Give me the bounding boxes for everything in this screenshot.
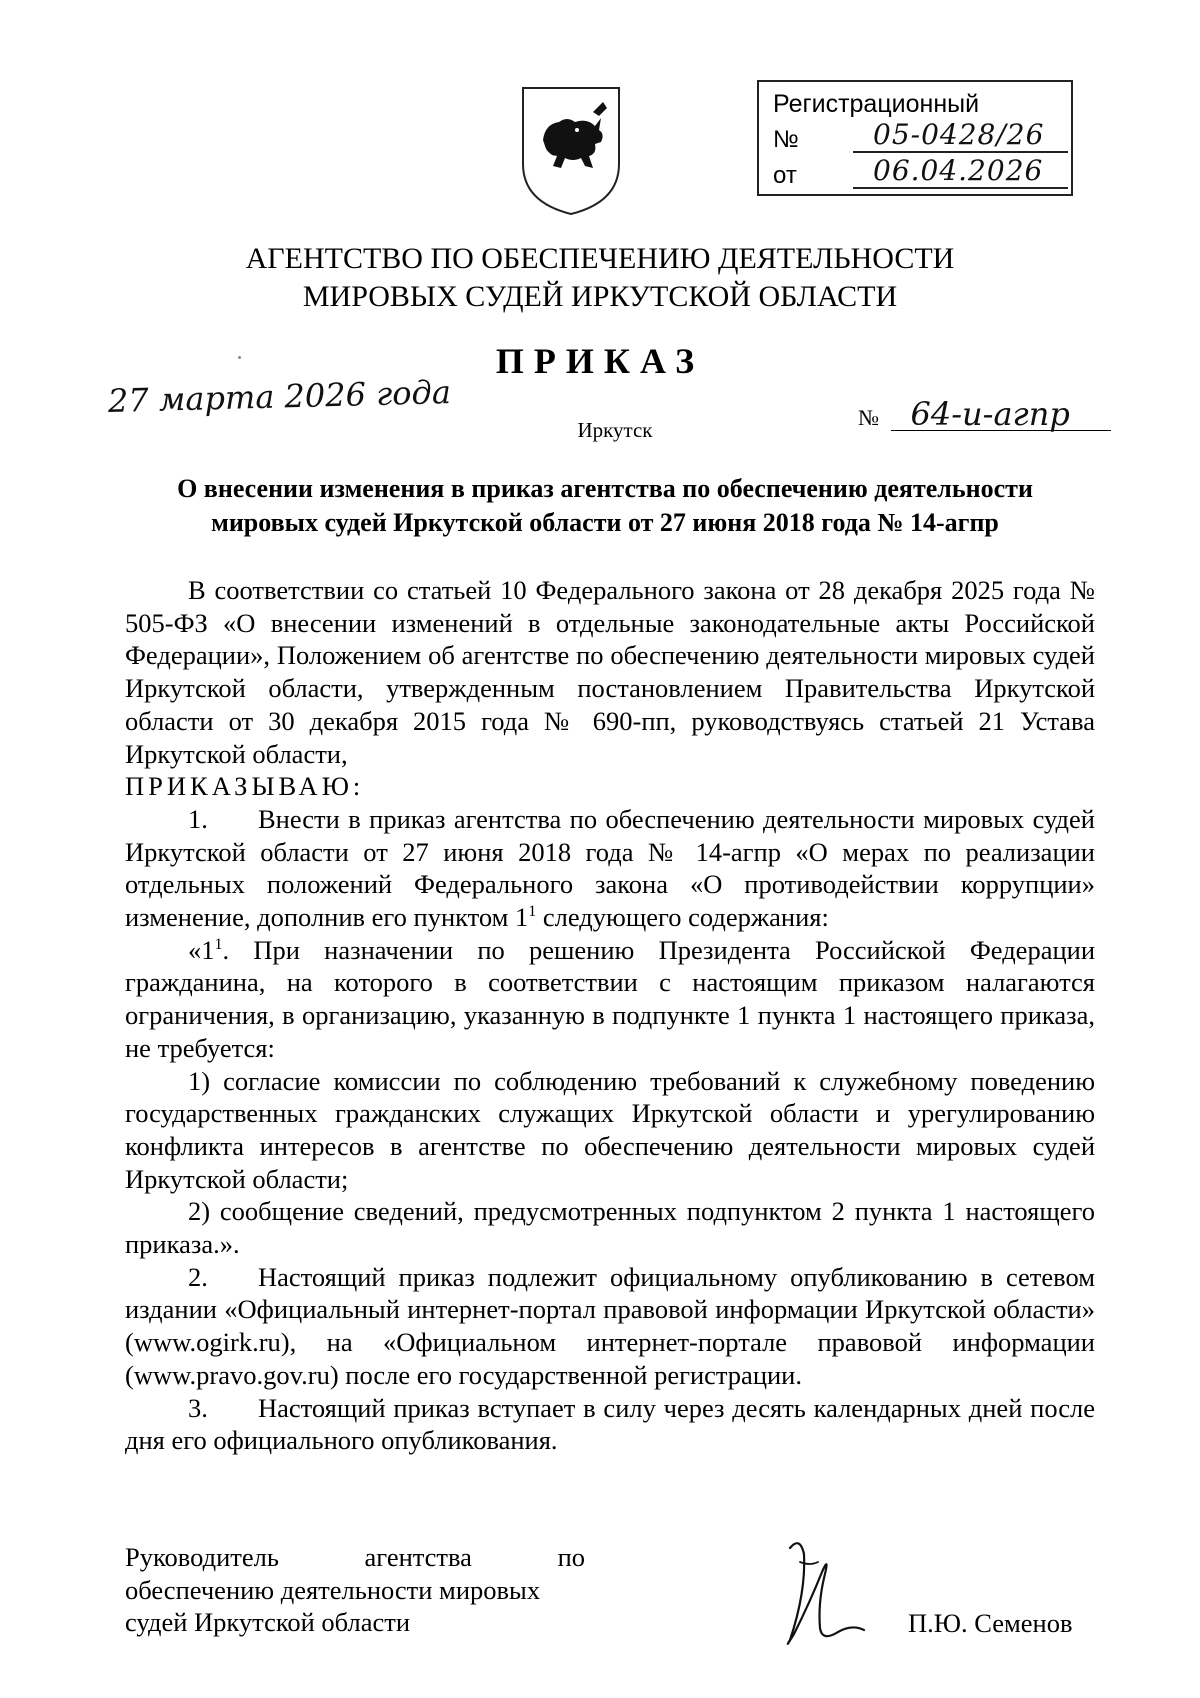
item-1-paragraph: [125, 803, 1095, 934]
order-city: Иркутск: [577, 418, 653, 442]
order-subject-line-1: О внесении изменения в приказ агентства по обеспечению деятельности: [177, 474, 1033, 503]
agency-name: [0, 240, 1200, 316]
subitem-1-paragraph: 1) согласие комиссии по соблюдению требований к служебному поведению государственных гражданских служащих Иркутской области и урегулированию конфликта интересов в агентстве по обеспечению деятельности мировых судей Иркутской области;: [125, 1065, 1095, 1194]
item-3-paragraph: [125, 1392, 1095, 1457]
signatory-position-line-3: судей Иркутской области: [125, 1607, 411, 1638]
order-date-handwritten: 27 марта 2026 года: [107, 373, 452, 420]
order-subject-line-2: мировых судей Иркутской области от 27 июня 2018 года № 14-агпр: [211, 508, 999, 537]
order-body: [125, 574, 1095, 1457]
item-1-text: Внести в приказ агентства по обеспечению деятельности мировых судей Иркутской области от 27 июня 2018 года № 14-агпр «О мерах по реализации отдельных положений Федерального закона «О противодействии коррупции» изменение, дополнив его пунктом 1: [125, 803, 1095, 933]
agency-name-line-2: МИРОВЫХ СУДЕЙ ИРКУТСКОЙ ОБЛАСТИ: [302, 280, 898, 313]
handwritten-signature: [760, 1532, 870, 1652]
order-number-label: №: [858, 405, 879, 430]
quote-superscript: 1: [214, 935, 223, 953]
signatory-position-word-2: агентства: [364, 1542, 472, 1572]
agency-name-line-1: АГЕНТСТВО ПО ОБЕСПЕЧЕНИЮ ДЕЯТЕЛЬНОСТИ: [245, 242, 955, 275]
item-3-text: Настоящий приказ вступает в силу через десять календарных дней после дня его официального опубликования.: [125, 1392, 1095, 1456]
registration-stamp-title: Регистрационный: [773, 90, 980, 118]
signer-name: П.Ю. Семенов: [908, 1608, 1073, 1638]
irkutsk-coat-of-arms-icon: [515, 82, 627, 218]
registration-date-label: от: [773, 162, 797, 189]
order-subject: [125, 472, 1085, 540]
item-2-number: 2.: [188, 1261, 208, 1292]
registration-number-row: [773, 118, 1045, 154]
item-1-tail: следующего содержания:: [536, 902, 829, 933]
quote-text: . При назначении по решению Президента Российской Федерации гражданина, на которого в соответствии с настоящим приказом налагаются ограничения, в организацию, указанную в подпункте 1 пункта 1 настоящего приказа, не требуется:: [125, 934, 1095, 1063]
registration-stamp: [757, 80, 1073, 196]
signatory-position-line-2: обеспечению деятельности мировых: [125, 1574, 541, 1605]
item-2-text: Настоящий приказ подлежит официальному опубликованию в сетевом издании «Официальный интернет-портал правовой информации Иркутской области» (www.ogirk.ru), на «Официальном интернет-портале правовой информации (www.pravo.gov.ru) после его государственной регистрации.: [125, 1261, 1095, 1390]
order-title: ПРИКАЗ: [495, 341, 705, 381]
registration-date-row: [773, 154, 1044, 190]
item-1-number: 1.: [188, 803, 208, 834]
signatory-position-word-1: Руководитель: [125, 1542, 279, 1572]
item-2-paragraph: [125, 1261, 1095, 1392]
quote-paragraph: [125, 934, 1095, 1065]
item-3-number: 3.: [188, 1392, 208, 1423]
registration-number-value: 05-0428/26: [853, 118, 1068, 153]
signatory-position: [125, 1541, 585, 1639]
preamble-paragraph: В соответствии со статьей 10 Федерального закона от 28 декабря 2025 года № 505-ФЗ «О внесении изменений в отдельные законодательные акты Российской Федерации», Положением об агентстве по обеспечению деятельности мировых судей Иркутской области, утвержденным постановлением Правительства Иркутской области от 30 декабря 2015 года № 690-пп, руководствуясь статьей 21 Устава Иркутской области,: [125, 575, 1095, 769]
signatory-position-word-3: по: [557, 1542, 585, 1572]
item-1-superscript: 1: [528, 903, 537, 921]
registration-number-label: №: [773, 126, 799, 153]
subitem-2-paragraph: 2) сообщение сведений, предусмотренных подпунктом 2 пункта 1 настоящего приказа.».: [125, 1196, 1095, 1260]
prikazyvayu-heading: ПРИКАЗЫВАЮ:: [125, 771, 365, 802]
quote-open: «1: [188, 934, 215, 965]
signatory-position-line-1: [125, 1541, 585, 1574]
order-number-handwritten: 64-и-агпр: [891, 398, 1111, 431]
registration-date-value: 06.04.2026: [853, 154, 1068, 189]
